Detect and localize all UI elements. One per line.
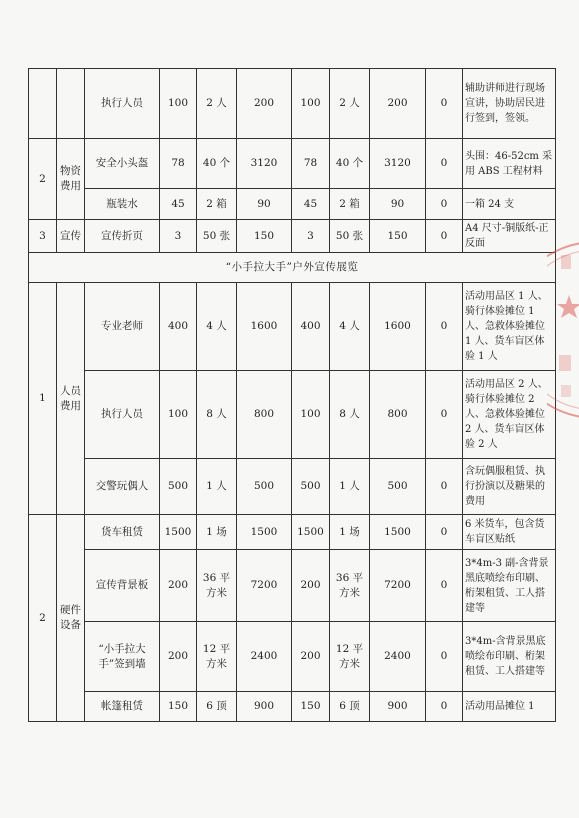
unit-price-cell: 150 xyxy=(292,692,330,722)
unit-price-cell: 3 xyxy=(160,220,197,253)
item-cell: 执行人员 xyxy=(85,69,160,139)
group-number-cell: 2 xyxy=(29,139,57,220)
item-cell: “小手拉大手”签到墙 xyxy=(85,622,160,692)
unit-price-cell: 78 xyxy=(292,139,330,189)
budget-table xyxy=(28,68,556,722)
note-cell: 活动用品区 2 人、骑行体验摊位 2 人、急救体验摊位 2 人、货车盲区体验 2 人 xyxy=(463,371,556,459)
note-cell: 活动用品摊位 1 xyxy=(463,692,556,722)
quantity-cell: 2 箱 xyxy=(330,189,370,220)
unit-price-cell: 400 xyxy=(292,283,330,371)
red-seal-stamp xyxy=(547,235,579,425)
total-cell: 2400 xyxy=(237,622,292,692)
table-row xyxy=(29,189,556,220)
quantity-cell: 36 平方米 xyxy=(197,550,237,622)
unit-price-cell: 45 xyxy=(160,189,197,220)
unit-price-cell: 100 xyxy=(160,371,197,459)
difference-cell: 0 xyxy=(426,139,463,189)
table-row xyxy=(29,139,556,189)
group-name-cell: 人员费用 xyxy=(57,283,85,515)
quantity-cell: 1 人 xyxy=(197,459,237,515)
difference-cell: 0 xyxy=(426,283,463,371)
item-cell: 货车租赁 xyxy=(85,515,160,550)
note-cell: 一箱 24 支 xyxy=(463,189,556,220)
unit-price-cell: 150 xyxy=(160,692,197,722)
quantity-cell: 6 顶 xyxy=(330,692,370,722)
group-name-cell: 宣传 xyxy=(57,220,85,253)
quantity-cell: 8 人 xyxy=(197,371,237,459)
total-cell: 1500 xyxy=(237,515,292,550)
total-cell: 1500 xyxy=(370,515,426,550)
difference-cell: 0 xyxy=(426,692,463,722)
group-name-cell: 物资费用 xyxy=(57,139,85,220)
difference-cell: 0 xyxy=(426,459,463,515)
unit-price-cell: 200 xyxy=(292,622,330,692)
unit-price-cell: 200 xyxy=(160,550,197,622)
unit-price-cell: 500 xyxy=(292,459,330,515)
total-cell: 800 xyxy=(237,371,292,459)
difference-cell: 0 xyxy=(426,189,463,220)
quantity-cell: 40 个 xyxy=(197,139,237,189)
unit-price-cell: 400 xyxy=(160,283,197,371)
unit-price-cell: 1500 xyxy=(160,515,197,550)
unit-price-cell: 78 xyxy=(160,139,197,189)
quantity-cell: 8 人 xyxy=(330,371,370,459)
item-cell: 宣传折页 xyxy=(85,220,160,253)
unit-price-cell: 200 xyxy=(292,550,330,622)
quantity-cell: 6 顶 xyxy=(197,692,237,722)
total-cell: 150 xyxy=(370,220,426,253)
total-cell: 3120 xyxy=(370,139,426,189)
item-cell: 安全小头盔 xyxy=(85,139,160,189)
group-number-cell: 3 xyxy=(29,220,57,253)
quantity-cell: 40 个 xyxy=(330,139,370,189)
item-cell: 专业老师 xyxy=(85,283,160,371)
table-row xyxy=(29,515,556,550)
unit-price-cell: 500 xyxy=(160,459,197,515)
quantity-cell: 1 场 xyxy=(330,515,370,550)
item-cell: 帐篷租赁 xyxy=(85,692,160,722)
difference-cell: 0 xyxy=(426,515,463,550)
quantity-cell: 2 箱 xyxy=(197,189,237,220)
total-cell: 150 xyxy=(237,220,292,253)
total-cell: 7200 xyxy=(370,550,426,622)
note-cell: 辅助讲师进行现场宣讲，协助居民进行签到，签领。 xyxy=(463,69,556,139)
unit-price-cell: 1500 xyxy=(292,515,330,550)
table-row xyxy=(29,371,556,459)
total-cell: 1600 xyxy=(237,283,292,371)
quantity-cell: 12 平方米 xyxy=(330,622,370,692)
note-cell: 头围：46-52cm 采用 ABS 工程材料 xyxy=(463,139,556,189)
difference-cell: 0 xyxy=(426,371,463,459)
group-name-cell: 硬件设备 xyxy=(57,515,85,722)
total-cell: 500 xyxy=(370,459,426,515)
total-cell: 200 xyxy=(237,69,292,139)
item-cell: 交警玩偶人 xyxy=(85,459,160,515)
note-cell: A4 尺寸-铜版纸-正反面 xyxy=(463,220,556,253)
quantity-cell: 12 平方米 xyxy=(197,622,237,692)
note-cell: 3*4m-含背景黑底喷绘布印刷、桁架租赁、工人搭建等 xyxy=(463,622,556,692)
table-row xyxy=(29,220,556,253)
total-cell: 3120 xyxy=(237,139,292,189)
total-cell: 7200 xyxy=(237,550,292,622)
quantity-cell: 2 人 xyxy=(330,69,370,139)
total-cell: 900 xyxy=(237,692,292,722)
quantity-cell: 50 张 xyxy=(330,220,370,253)
quantity-cell: 36 平方米 xyxy=(330,550,370,622)
quantity-cell: 1 人 xyxy=(330,459,370,515)
table-row xyxy=(29,550,556,622)
quantity-cell: 4 人 xyxy=(197,283,237,371)
unit-price-cell: 3 xyxy=(292,220,330,253)
note-cell: 含玩偶服租赁、执行扮演以及糖果的费用 xyxy=(463,459,556,515)
difference-cell: 0 xyxy=(426,550,463,622)
table-row xyxy=(29,622,556,692)
difference-cell: 0 xyxy=(426,220,463,253)
section-row xyxy=(29,253,556,283)
unit-price-cell: 100 xyxy=(160,69,197,139)
note-cell: 6 米货车，包含货车盲区贴纸 xyxy=(463,515,556,550)
total-cell: 500 xyxy=(237,459,292,515)
item-cell: 瓶装水 xyxy=(85,189,160,220)
quantity-cell: 2 人 xyxy=(197,69,237,139)
unit-price-cell: 100 xyxy=(292,69,330,139)
group-number-cell: 2 xyxy=(29,515,57,722)
total-cell: 200 xyxy=(370,69,426,139)
unit-price-cell: 200 xyxy=(160,622,197,692)
total-cell: 900 xyxy=(370,692,426,722)
difference-cell: 0 xyxy=(426,622,463,692)
quantity-cell: 1 场 xyxy=(197,515,237,550)
total-cell: 2400 xyxy=(370,622,426,692)
table-row xyxy=(29,692,556,722)
total-cell: 1600 xyxy=(370,283,426,371)
table-row xyxy=(29,69,556,139)
note-cell: 3*4m-3 副-含背景黑底喷绘布印刷、桁架租赁、工人搭建等 xyxy=(463,550,556,622)
group-name-cell xyxy=(57,69,85,139)
total-cell: 90 xyxy=(370,189,426,220)
total-cell: 90 xyxy=(237,189,292,220)
item-cell: 执行人员 xyxy=(85,371,160,459)
unit-price-cell: 100 xyxy=(292,371,330,459)
quantity-cell: 4 人 xyxy=(330,283,370,371)
quantity-cell: 50 张 xyxy=(197,220,237,253)
unit-price-cell: 45 xyxy=(292,189,330,220)
group-number-cell: 1 xyxy=(29,283,57,515)
note-cell: 活动用品区 1 人、骑行体验摊位 1 人、急救体验摊位 1 人、货车盲区体验 1 人 xyxy=(463,283,556,371)
table-row xyxy=(29,283,556,371)
item-cell: 宣传背景板 xyxy=(85,550,160,622)
total-cell: 800 xyxy=(370,371,426,459)
section-title: “小手拉大手”户外宣传展览 xyxy=(29,253,556,283)
difference-cell: 0 xyxy=(426,69,463,139)
group-number-cell xyxy=(29,69,57,139)
table-row xyxy=(29,459,556,515)
